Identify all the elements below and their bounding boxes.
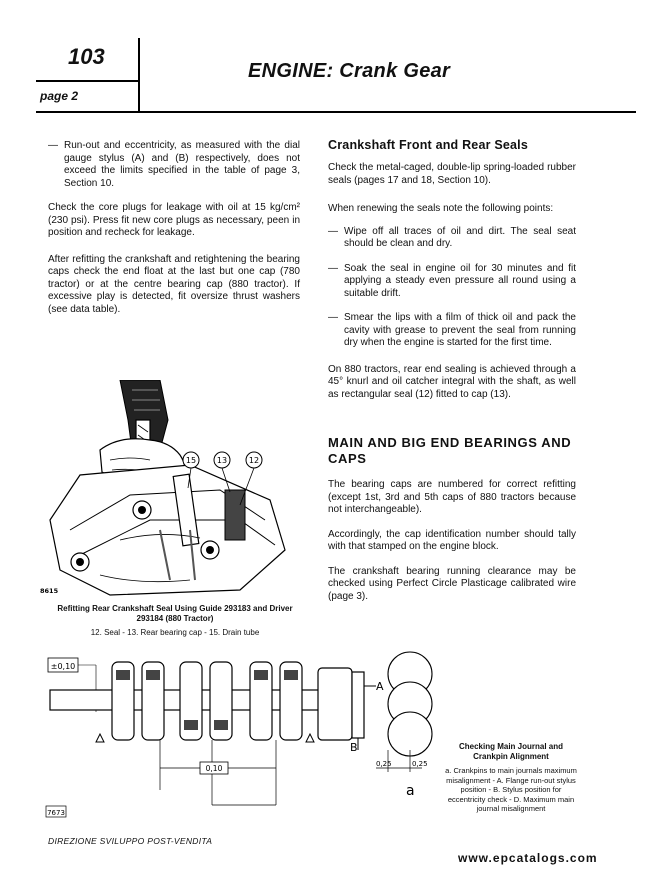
paragraph: The bearing caps are numbered for correct refitting (except 1st, 3rd and 5th caps of 880 tractors because not interchangeable). [328, 479, 576, 515]
footer-department: DIREZIONE SVILUPPO POST-VENDITA [48, 836, 213, 846]
seal-refitting-illustration [40, 380, 302, 602]
crankpin-letter-a: a [406, 783, 415, 799]
journal-circles [388, 652, 432, 756]
paragraph: Check the core plugs for leakage with oil at 15 kg/cm² (230 psi). Press fit new core plugs as necessary, peen in position and recheck for leakage. [48, 202, 300, 238]
svg-text:±0,10: ±0,10 [50, 662, 76, 671]
figure-code: 8615 [40, 587, 59, 595]
svg-text:7673: 7673 [47, 809, 65, 817]
paragraph: When renewing the seals note the following points: [328, 203, 554, 214]
bullet-dash: — [328, 312, 338, 323]
svg-text:12: 12 [248, 456, 260, 465]
paragraph: On 880 tractors, rear end sealing is achieved through a 45° knurl and oil catcher integral with the shaft, as well as rectangular seal (12) fitted to cap (13). [328, 363, 576, 400]
left-column [48, 140, 300, 316]
diagram-caption-title: Checking Main Journal and Crankpin Alignment [458, 742, 563, 761]
paragraph: After refitting the crankshaft and retightening the bearing caps check the end float at the last but one cap (780 tractor) or at the centre bearing cap (880 tractor). If excessive play is detected, fit oversize thrust washers (see data table). [48, 253, 300, 315]
svg-text:15: 15 [185, 456, 197, 465]
right-column [328, 138, 576, 603]
paragraph: Check the metal-caged, double-lip spring-loaded rubber seals (pages 17 and 18, Section 10). [328, 162, 576, 186]
crankshaft-alignment-diagram [40, 650, 444, 826]
figure-caption-legend: 12. Seal - 13. Rear bearing cap - 15. Drain tube [90, 628, 260, 637]
bullet-dash: — [328, 225, 338, 237]
section-heading-bearings: MAIN AND BIG END BEARINGS AND CAPS [328, 435, 572, 466]
page-sub: page 2 [40, 89, 79, 103]
page-number: 103 [68, 44, 105, 69]
page-title: ENGINE: Crank Gear [248, 60, 451, 82]
header-rule-left [36, 80, 138, 82]
section-heading-seals: Crankshaft Front and Rear Seals [328, 138, 529, 152]
header-rule-bottom [36, 111, 636, 113]
list-item [328, 263, 576, 301]
diagram-code-box [46, 806, 66, 817]
bullet-dash: — [48, 140, 58, 151]
bullet-text: Smear the lips with a film of thick oil and pack the cavity with grease to prevent the seal from running dry when the engine is started for the first time. [344, 312, 576, 348]
tolerance-box-mid [200, 762, 228, 774]
stylus-letter-b: B [350, 741, 358, 754]
stylus-letter-a-upper: A [376, 680, 384, 693]
bullet-text: Wipe off all traces of oil and dirt. The seal seat should be clean and dry. [344, 225, 576, 249]
dimension-left: 0,25 [376, 760, 392, 768]
watermark-url: www.epcatalogs.com [458, 851, 598, 865]
figure-caption-title: Refitting Rear Crankshaft Seal Using Guide 293183 and Driver 293184 (880 Tractor) [57, 604, 293, 623]
diagram-caption-legend: a. Crankpins to main journals maximum misalignment - A. Flange run-out stylus position - B. Stylus position for eccentricity check - D. Maximum main journal misalignment [445, 766, 577, 813]
svg-text:0,10: 0,10 [205, 764, 223, 773]
header-divider [138, 38, 140, 112]
bullet-text: Soak the seal in engine oil for 30 minutes and fit applying a steady even pressure all round using a suitable drift. [344, 262, 576, 299]
bullet-dash: — [328, 262, 338, 274]
tolerance-box-left [48, 658, 78, 672]
list-item [328, 226, 576, 251]
list-item [48, 140, 300, 190]
bullet-text: Run-out and eccentricity, as measured with the dial gauge stylus (A) and (B) respectively, does not exceed the limits specified in the table of page 3, Section 10. [64, 140, 300, 189]
list-item [328, 312, 576, 350]
paragraph: The crankshaft bearing running clearance may be checked using Perfect Circle Plasticage calibrated wire (page 3). [328, 565, 576, 602]
svg-text:13: 13 [216, 456, 228, 465]
paragraph: Accordingly, the cap identification number should tally with that stamped on the engine block. [328, 528, 576, 552]
dimension-right: 0,25 [412, 760, 428, 768]
